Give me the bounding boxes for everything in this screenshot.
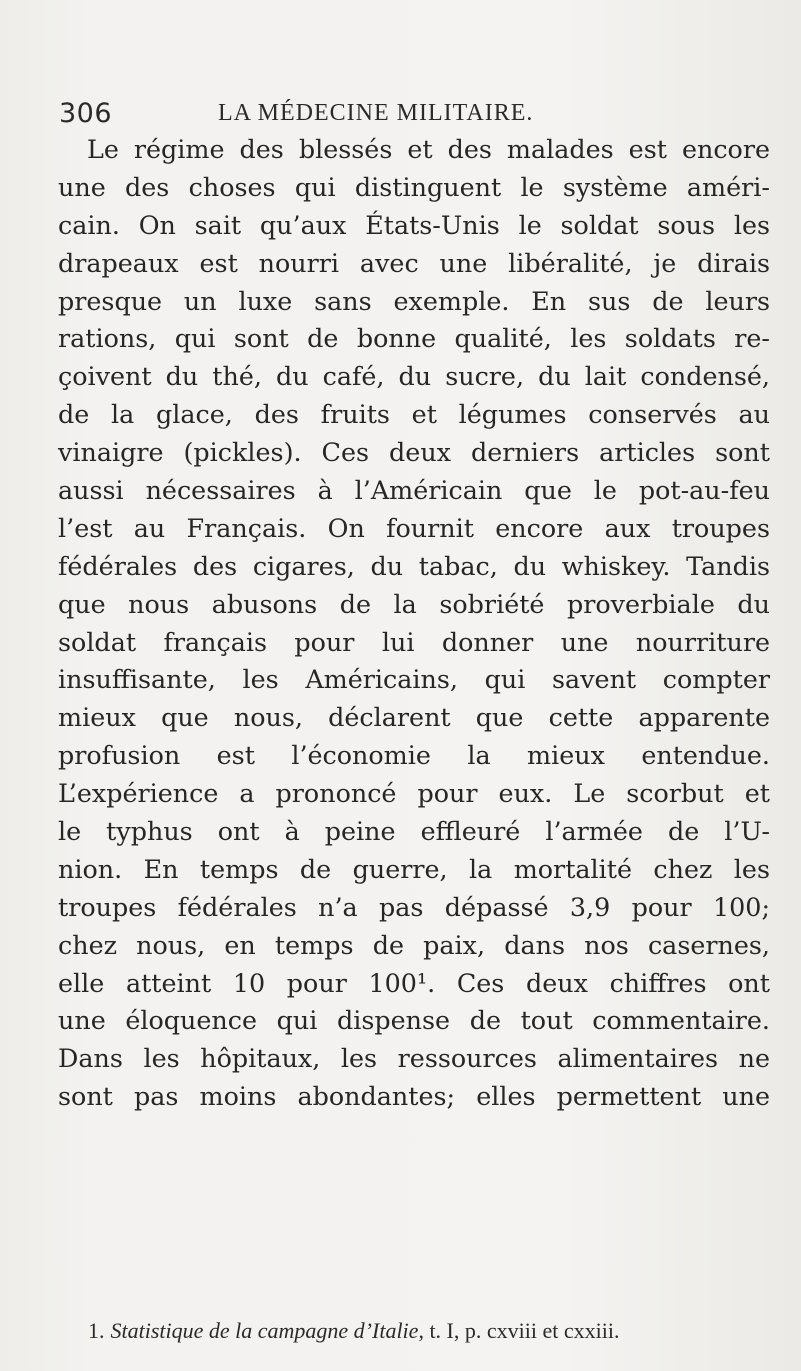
text-line: elle atteint 10 pour 100¹. Ces deux chiffres ont (58, 967, 770, 998)
text-line: troupes fédérales n’a pas dépassé 3,9 pour 100; (58, 891, 770, 922)
text-line: chez nous, en temps de paix, dans nos casernes, (58, 929, 770, 960)
text-line: de la glace, des fruits et légumes conservés au (58, 399, 770, 430)
page-number: 306 (59, 98, 113, 129)
text-line: le typhus ont à peine effleuré l’armée de l’U- (58, 816, 770, 847)
text-line: que nous abusons de la sobriété proverbiale du (58, 588, 770, 619)
text-line: çoivent du thé, du café, du sucre, du lait condensé, (58, 361, 770, 392)
text-line: nion. En temps de guerre, la mortalité chez les (58, 853, 770, 884)
text-line: fédérales des cigares, du tabac, du whiskey. Tandis (58, 550, 770, 581)
text-line: presque un luxe sans exemple. En sus de leurs (58, 285, 770, 316)
text-line: mieux que nous, déclarent que cette apparente (58, 702, 770, 733)
text-line: profusion est l’économie la mieux entendue. (58, 740, 770, 771)
text-line: une des choses qui distinguent le système améri- (58, 171, 770, 202)
footnote-reference: , t. I, p. cxviii et cxxiii. (418, 1318, 620, 1343)
text-line: L’expérience a prononcé pour eux. Le scorbut et (58, 778, 770, 809)
text-line: une éloquence qui dispense de tout commentaire. (58, 1005, 770, 1036)
text-line: insuffisante, les Américains, qui savent compter (58, 664, 770, 695)
text-line: aussi nécessaires à l’Américain que le pot-au-feu (58, 475, 770, 506)
text-line: soldat français pour lui donner une nourriture (58, 626, 770, 657)
body-text (58, 131, 770, 1116)
text-line: rations, qui sont de bonne qualité, les soldats re- (58, 323, 770, 354)
text-line: l’est au Français. On fournit encore aux troupes (58, 512, 770, 543)
footnote (88, 1318, 778, 1344)
footnote-title: Statistique de la campagne d’Italie (110, 1318, 419, 1343)
text-line: Le régime des blessés et des malades est encore (87, 134, 770, 164)
text-line: Dans les hôpitaux, les ressources alimentaires ne (58, 1043, 770, 1074)
text-line: drapeaux est nourri avec une libéralité, je dirais (58, 247, 770, 278)
text-line: vinaigre (pickles). Ces deux derniers articles sont (58, 437, 770, 468)
running-head: LA MÉDECINE MILITAIRE. (218, 100, 534, 126)
text-line: cain. On sait qu’aux États-Unis le soldat sous les (58, 209, 770, 240)
footnote-number: 1. (88, 1318, 105, 1343)
text-line: sont pas moins abondantes; elles permettent une (58, 1081, 770, 1112)
